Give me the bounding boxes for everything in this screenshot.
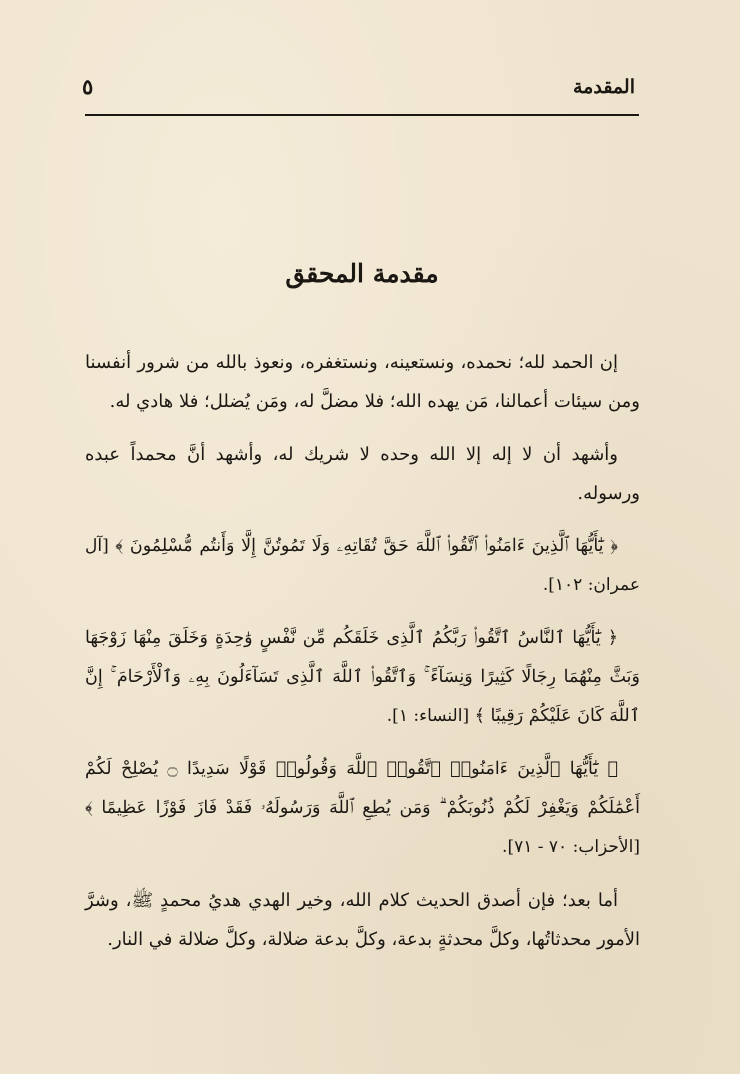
page-number: ٥ xyxy=(82,74,94,99)
verse-text: ﴿ يَٰٓأَيُّهَا ٱلنَّاسُ ٱتَّقُوا۟ رَبَّكُمُ ٱلَّذِى خَلَقَكُم مِّن نَّفْسٍ وَٰحِدَةٍ وَخَلَقَ مِنْهَا زَوْجَهَا وَبَثَّ مِنْهُمَا رِجَالًا كَثِيرًا وَنِسَآءً ۚ وَٱتَّقُوا۟ ٱللَّهَ ٱلَّذِى تَسَآءَلُونَ بِهِۦ وَٱلْأَرْحَامَ ۚ إِنَّ ٱللَّهَ كَانَ عَلَيْكُمْ رَقِيبًا ﴾ xyxy=(85,628,640,726)
paragraph-shahada xyxy=(85,435,640,513)
verse-text: ﴿ يَٰٓأَيُّهَا ٱلَّذِينَ ءَامَنُوا۟ ٱتَّقُوا۟ ٱللَّهَ حَقَّ تُقَاتِهِۦ وَلَا تَمُوتُنَّ إِلَّا وَأَنتُم مُّسْلِمُونَ ﴾ xyxy=(115,536,618,556)
body-text xyxy=(85,343,640,973)
paragraph-praise xyxy=(85,343,640,421)
paragraph-text: إن الحمد لله؛ نحمده، ونستعينه، ونستغفره، ونعوذ بالله من شرور أنفسنا ومن سيئات أعمالنا، مَن يهده الله؛ فلا مضلَّ له، ومَن يُضلل؛ فلا هادي له. xyxy=(85,352,640,412)
paragraph-text: وأشهد أن لا إله إلا الله وحده لا شريك له، وأشهد أنَّ محمداً عبده ورسوله. xyxy=(85,444,640,504)
quran-verse-al-ahzab xyxy=(85,750,640,867)
chapter-title: مقدمة المحقق xyxy=(285,259,439,288)
verse-text: ﴿ يَٰٓأَيُّهَا ٱلَّذِينَ ءَامَنُوا۟ ٱتَّقُوا۟ ٱللَّهَ وَقُولُوا۟ قَوْلًا سَدِيدًا ۝ يُصْلِحْ لَكُمْ أَعْمَٰلَكُمْ وَيَغْفِرْ لَكُمْ ذُنُوبَكُمْ ۗ وَمَن يُطِعِ ٱللَّهَ وَرَسُولَهُۥ فَقَدْ فَازَ فَوْزًا عَظِيمًا ﴾ xyxy=(85,759,640,818)
quran-verse-al-imran xyxy=(85,527,640,605)
paragraph-text: أما بعد؛ فإن أصدق الحديث كلام الله، وخير الهدي هديُ محمدٍ ﷺ، وشرَّ الأمور محدثاتُها، وكلَّ محدثةٍ بدعة، وكلَّ بدعة ضلالة، وكلَّ ضلالة في النار. xyxy=(85,890,640,950)
running-title: المقدمة xyxy=(572,76,635,98)
quran-verse-an-nisa xyxy=(85,619,640,736)
verse-citation: [النساء: ١]. xyxy=(386,706,470,726)
verse-citation: [آل عمران: ١٠٢]. xyxy=(85,536,640,595)
paragraph-amma-bad xyxy=(85,881,640,959)
verse-citation: [الأحزاب: ٧٠ - ٧١]. xyxy=(502,837,640,857)
header-rule xyxy=(85,114,639,116)
